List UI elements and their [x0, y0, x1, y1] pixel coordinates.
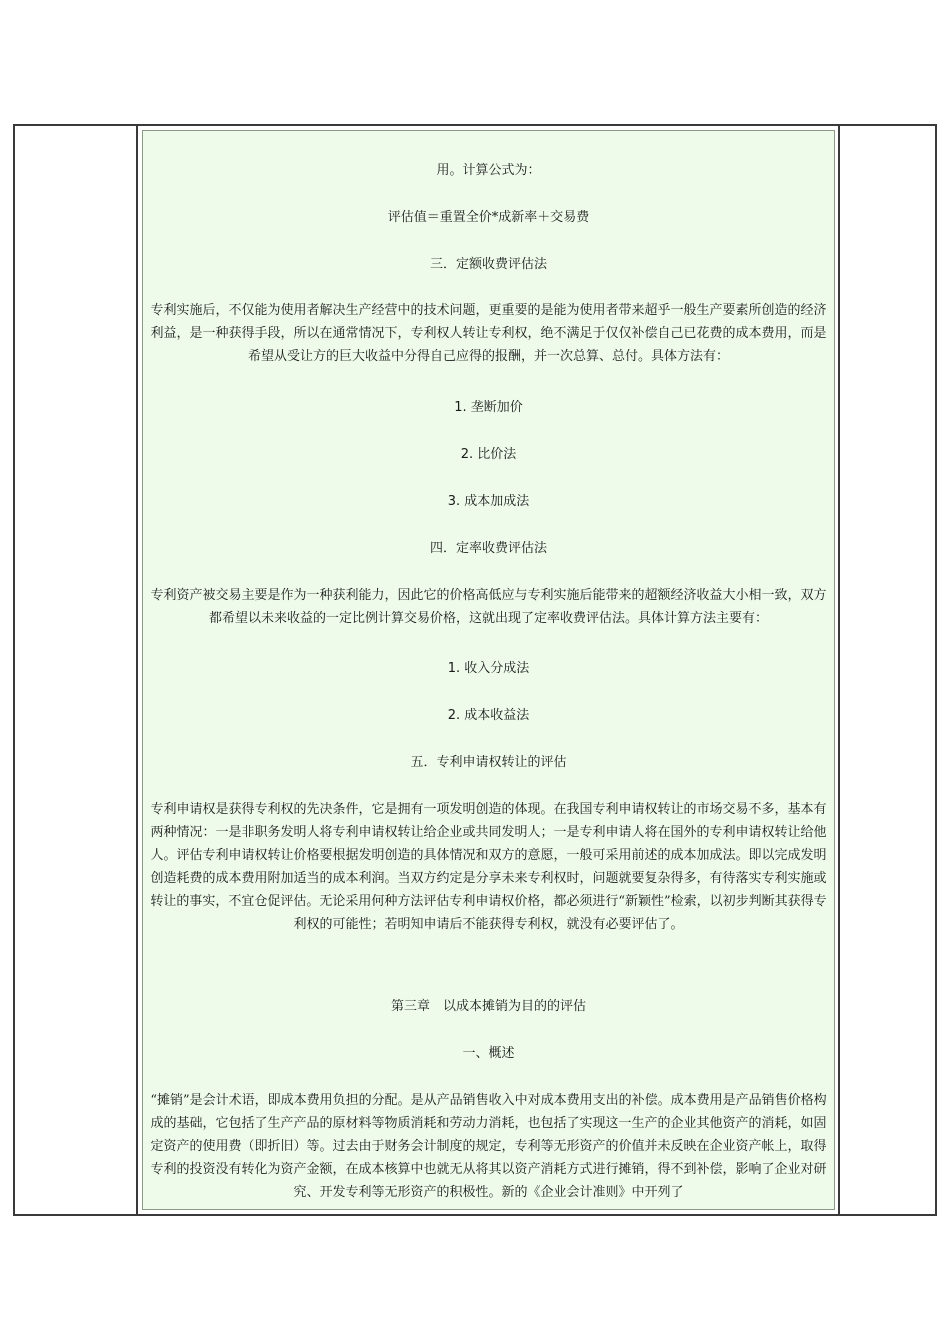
document-table-frame [13, 124, 937, 1216]
item-text: 收入分成法 [464, 661, 530, 676]
formula-intro-line: 用。计算公式为： [436, 163, 541, 178]
content-cell [142, 130, 835, 1210]
section-3-item-3 [143, 490, 834, 513]
section-3-body: 专利实施后，不仅能为使用者解决生产经营中的技术问题，更重要的是能为使用者带来超乎一般生产要素所创造的经济利益，是一种获得手段，所以在通常情况下，专利权人转让专利权，绝不满足于仅仅补偿自己已花费的成本费用，而是希望从受让方的巨大收益中分得自己应得的报酬，并一次总算、总付。具体方法有： [150, 303, 827, 364]
right-column-divider [838, 126, 840, 1214]
chapter-3-body: “摊销”是会计术语，即成本费用负担的分配。是从产品销售收入中对成本费用支出的补偿。成本费用是产品销售价格构成的基础，它包括了生产产品的原材料等物质消耗和劳动力消耗，也包括了实现这一生产的企业其他资产的消耗，如固定资产的使用费（即折旧）等。过去由于财务会计制度的规定，专利等无形资产的价值并未反映在企业资产帐上，取得专利的投资没有转化为资产金额，在成本核算中也就无从将其以资产消耗方式进行摊销，得不到补偿，影响了企业对研究、开发专利等无形资产的积极性。新的《企业会计准则》中开列了 [150, 1093, 827, 1200]
section-4-item-1 [143, 657, 834, 680]
item-number: 2. [447, 708, 461, 723]
section-4-body: 专利资产被交易主要是作为一种获利能力，因此它的价格高低应与专利实施后能带来的超额经济收益大小相一致，双方都希望以未来收益的一定比例计算交易价格，这就出现了定率收费评估法。具体计算方法主要有： [150, 588, 827, 626]
left-column-divider [136, 126, 138, 1214]
formula-line: 评估值＝重置全价*成新率＋交易费 [387, 210, 590, 225]
item-text: 垄断加价 [470, 400, 523, 415]
item-text: 成本收益法 [464, 708, 530, 723]
section-5-title: 五．专利申请权转让的评估 [410, 755, 567, 770]
item-number: 3. [447, 494, 461, 509]
section-3-item-1 [143, 396, 834, 419]
chapter-3-title: 第三章 以成本摊销为目的的评估 [390, 999, 586, 1014]
item-number: 1. [454, 400, 467, 415]
item-text: 成本加成法 [464, 494, 530, 509]
section-3-title: 三．定额收费评估法 [429, 257, 547, 272]
section-4-item-2 [143, 704, 834, 727]
chapter-3-subtitle: 一、概述 [462, 1046, 515, 1061]
section-4-title: 四．定率收费评估法 [429, 541, 547, 556]
section-5-body: 专利申请权是获得专利权的先决条件，它是拥有一项发明创造的体现。在我国专利申请权转让的市场交易不多，基本有两种情况：一是非职务发明人将专利申请权转让给企业或共同发明人；一是专利申请人将在国外的专利申请权转让给他人。评估专利申请权转让价格要根据发明创造的具体情况和双方的意愿，一般可采用前述的成本加成法。即以完成发明创造耗费的成本费用附加适当的成本利润。当双方约定是分享未来专利权时，问题就要复杂得多，有待落实专利实施或转让的事实，不宜仓促评估。无论采用何种方法评估专利申请权价格，都必须进行“新颖性”检索，以初步判断其获得专利权的可能性；若明知申请后不能获得专利权，就没有必要评估了。 [150, 802, 827, 932]
section-3-item-2 [143, 443, 834, 466]
item-text: 比价法 [477, 447, 517, 462]
item-number: 2. [460, 447, 474, 462]
item-number: 1. [447, 661, 461, 676]
